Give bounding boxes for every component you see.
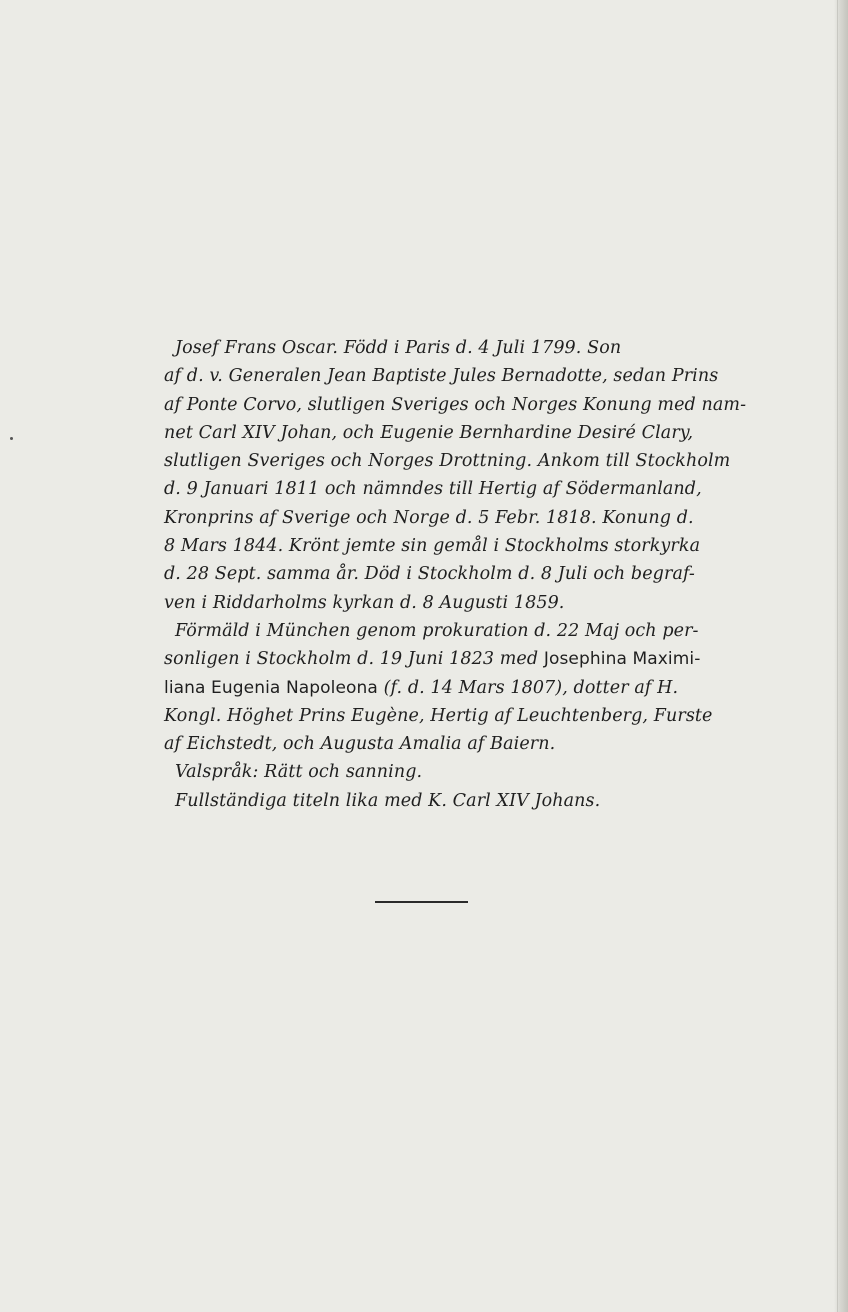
text-line: 8 Mars 1844. Krönt jemte sin gemål i Stockholms storkyrka xyxy=(164,536,701,557)
text-line: Kongl. Höghet Prins Eugène, Hertig af Leuchtenberg, Furste xyxy=(164,705,713,726)
page-edge-line xyxy=(837,0,838,1312)
text-line: af Ponte Corvo, slutligen Sveriges och Norges Konung med nam- xyxy=(164,394,747,415)
horizontal-rule xyxy=(375,901,468,903)
full-title-note: Fullständiga titeln lika med K. Carl XIV Johans. xyxy=(175,790,601,811)
text-line: Kronprins af Sverige och Norge d. 5 Febr. 1818. Konung d. xyxy=(164,507,694,528)
text-line: Josef Frans Oscar. Född i Paris d. 4 Juli 1799. Son xyxy=(175,338,622,358)
text-line: ven i Riddarholms kyrkan d. 8 Augusti 1859. xyxy=(164,592,565,613)
consort-name: liana Eugenia Napoleona xyxy=(164,677,378,698)
text-line xyxy=(164,674,804,702)
text-line: Förmäld i München genom prokuration d. 22 Maj och per- xyxy=(175,620,699,641)
text-fragment: (f. d. 14 Mars 1807), dotter af H. xyxy=(383,677,679,698)
text-line: net Carl XIV Johan, och Eugenie Bernhardine Desiré Clary, xyxy=(164,422,694,443)
ink-speck xyxy=(10,437,13,440)
consort-name: Josephina Maximi- xyxy=(543,649,701,670)
text-line: af d. v. Generalen Jean Baptiste Jules Bernadotte, sedan Prins xyxy=(164,366,719,387)
text-line xyxy=(164,645,804,673)
text-line: slutligen Sveriges och Norges Drottning. Ankom till Stockholm xyxy=(164,451,731,472)
text-line: d. 9 Januari 1811 och nämndes till Hertig af Södermanland, xyxy=(164,479,702,500)
text-line: af Eichstedt, och Augusta Amalia af Baiern. xyxy=(164,734,556,755)
motto: Valspråk: Rätt och sanning. xyxy=(175,762,423,783)
biography-text xyxy=(164,334,804,815)
text-fragment: sonligen i Stockholm d. 19 Juni 1823 med xyxy=(164,649,539,670)
text-line: d. 28 Sept. samma år. Död i Stockholm d. 8 Juli och begraf- xyxy=(164,564,695,585)
